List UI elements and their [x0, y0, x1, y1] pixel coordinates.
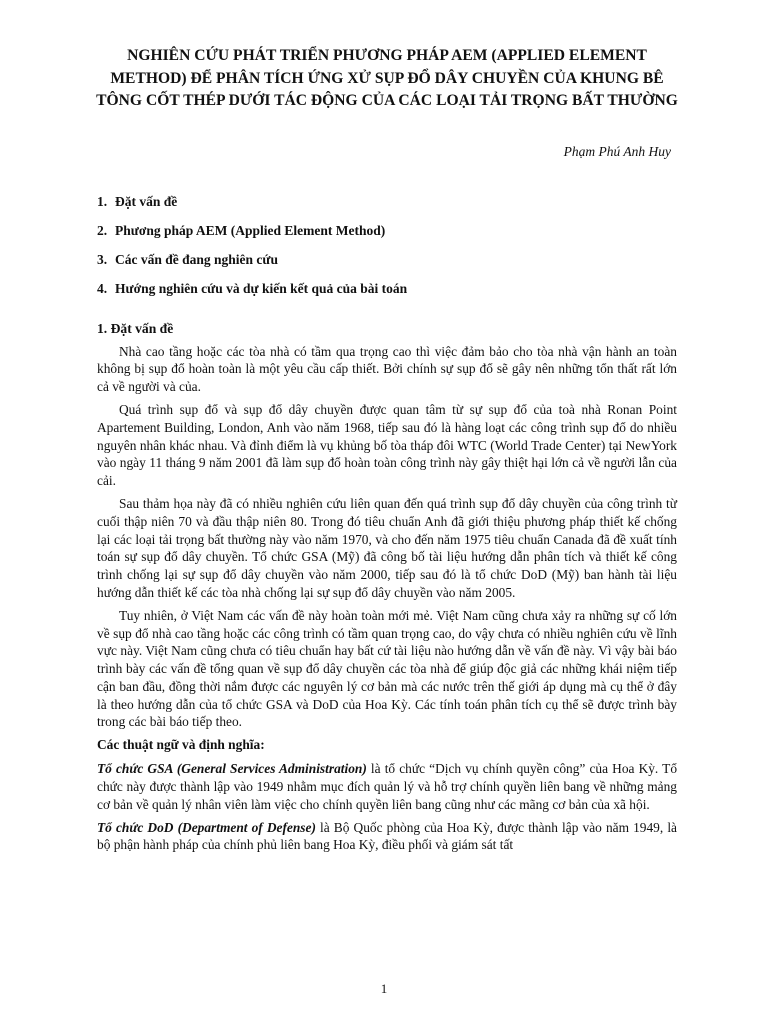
toc-item: [97, 280, 677, 309]
term-name: Tổ chức DoD (Department of Defense): [97, 819, 316, 835]
term-definition: [97, 760, 677, 813]
body-content: [97, 320, 677, 860]
paragraph: Tuy nhiên, ở Việt Nam các vấn đề này hoàn toàn mới mẻ. Việt Nam cũng chưa xảy ra những sự cố lớn về sụp đổ nhà cao tầng hoặc các công trình có tầm quan trọng cao, do vậy chưa có nhiều nghiên cứu về lĩnh vực này. Việt Nam cũng chưa có tiêu chuẩn hay bất cứ tài liệu nào hướng dẫn về vấn đề này. Vì vậy bài báo trình bày các vấn đề tổng quan về sụp đổ dây chuyền các tòa nhà để giúp độc giả các những khái niệm tiếp cận ban đầu, đồng thời nắm được các nguyên lý cơ bản mà các nước trên thế giới áp dụng mà cụ thể ở đây là theo hướng dẫn của tổ chức GSA và DoD của Hoa Kỳ. Các tính toán phân tích cụ thể sẽ được trình bày trong các bài báo tiếp theo.: [97, 608, 677, 730]
toc-number: 2.: [97, 223, 108, 238]
paragraph: Quá trình sụp đổ và sụp đổ dây chuyền được quan tâm từ sự sụp đổ của toà nhà Ronan Point Apartement Building, London, Anh vào năm 1968, tiếp sau đó là hàng loạt các công trình sụp đổ do nhiều nguyên nhân khác nhau. Và đỉnh điểm là vụ khủng bố tòa tháp đôi WTC (World Trade Center) tại NewYork vào ngày 11 tháng 9 năm 2001 đã làm sụp đổ hoàn toàn công trình này gây thiệt hại lớn cả về người lẫn của cải.: [97, 402, 677, 489]
term-name: Tổ chức GSA (General Services Administration): [97, 761, 367, 777]
document-title: NGHIÊN CỨU PHÁT TRIỂN PHƯƠNG PHÁP AEM (APPLIED ELEMENT METHOD) ĐỂ PHÂN TÍCH ỨNG XỬ SỤP ĐỔ DÂY CHUYỀN CỦA KHUNG BÊ TÔNG CỐT THÉP DƯỚI TÁC ĐỘNG CỦA CÁC LOẠI TẢI TRỌNG BẤT THƯỜNG: [96, 47, 678, 109]
toc-label: Các vấn đề đang nghiên cứu: [115, 252, 279, 267]
table-of-contents: [97, 193, 677, 309]
toc-item: [97, 251, 677, 280]
terms-heading: Các thuật ngữ và định nghĩa:: [97, 737, 265, 753]
toc-label: Đặt vấn đề: [115, 194, 178, 209]
term-text: là Bộ Quốc phòng của Hoa Kỳ, được thành lập vào năm 1949, là bộ phận hành pháp của chính phủ liên bang Hoa Kỳ, điều phối và giám sát tất: [97, 819, 677, 853]
paragraph: Nhà cao tầng hoặc các tòa nhà có tầm qua trọng cao thì việc đảm bảo cho tòa nhà vận hành an toàn không bị sụp đổ hoàn toàn là một yêu cầu cấp thiết. Bởi chính sự sụp đổ sẽ gây nên những tổn thất rất lớn cả về người và của.: [97, 343, 677, 395]
toc-label: Hướng nghiên cứu và dự kiến kết quả của bài toán: [115, 281, 408, 296]
toc-label: Phương pháp AEM (Applied Element Method): [115, 223, 386, 238]
paragraph: Sau thảm họa này đã có nhiều nghiên cứu liên quan đến quá trình sụp đổ dây chuyền của công trình từ cuối thập niên 70 và đầu thập niên 80. Trong đó tiêu chuẩn Anh đã giới thiệu phương pháp thiết kế chống lại các loại tải trọng bất thường này vào năm 1970, và cho đến năm 1975 tiêu chuẩn Canada đã đề xuất tính toán sự sụp đổ dây chuyền. Tổ chức GSA (Mỹ) đã công bố tài liệu hướng dẫn phân tích và thiết kế công trình chống lại sự sụp đổ dây chuyền vào năm 2000, tiếp sau đó là tổ chức DoD (Mỹ) ban hành tài liệu hướng dẫn thiết kế các tòa nhà chống lại sự sụp đổ dây chuyền vào năm 2005.: [97, 496, 677, 600]
section-heading: 1. Đặt vấn đề: [97, 321, 174, 336]
toc-number: 3.: [97, 252, 108, 267]
term-text: là tổ chức “Dịch vụ chính quyền công” của Hoa Kỳ. Tổ chức này được thành lập vào 1949 nhằm mục đích quản lý và hỗ trợ chính quyền liên bang về những mảng cơ bản về quản lý nhân viên làm việc cho chính quyền liên bang cũng như các mãng cơ bản của xã hội.: [97, 761, 678, 812]
page-number: 1: [380, 981, 388, 996]
toc-number: 4.: [97, 281, 108, 296]
author-name: Phạm Phú Anh Huy: [563, 144, 671, 159]
term-definition: [97, 819, 677, 854]
toc-item: [97, 193, 677, 222]
toc-number: 1.: [97, 194, 108, 209]
toc-item: [97, 222, 677, 251]
